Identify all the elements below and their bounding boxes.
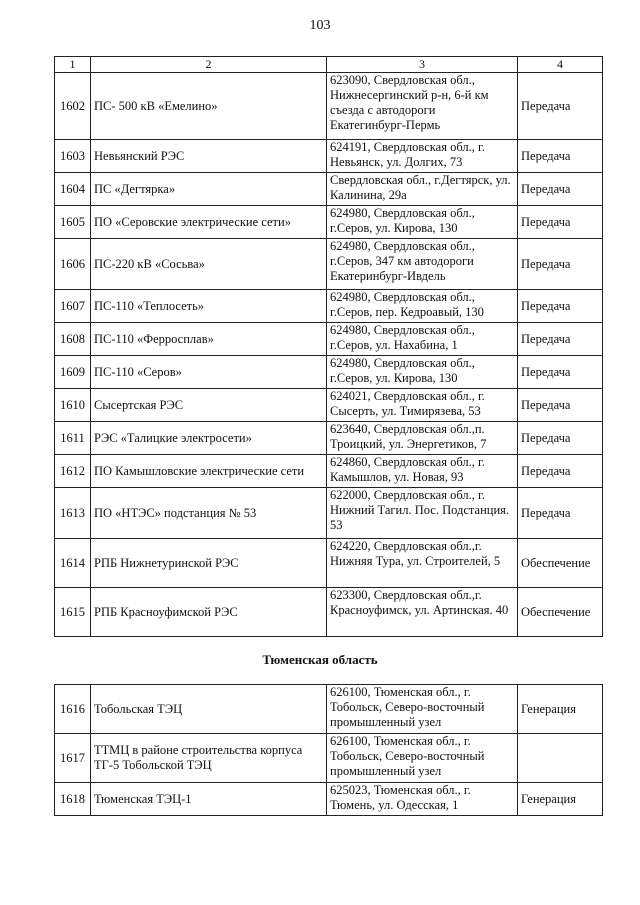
table-row bbox=[55, 206, 603, 239]
table-row bbox=[55, 539, 603, 588]
facility-address: 625023, Тюменская обл., г. Тюмень, ул. Одесская, 1 bbox=[327, 783, 518, 816]
facility-address: 623090, Свердловская обл., Нижнесергинский р-н, 6-й км съезда с автодороги Екатегинбург-Пермь bbox=[327, 73, 518, 140]
facility-name: РЭС «Талицкие электросети» bbox=[91, 422, 327, 455]
facility-address: 623300, Свердловская обл.,г. Красноуфимск, ул. Артинская. 40 bbox=[327, 588, 518, 637]
table-row bbox=[55, 734, 603, 783]
facility-address: 623640, Свердловская обл.,п. Троицкий, ул. Энергетиков, 7 bbox=[327, 422, 518, 455]
facility-name: ПО «НТЭС» подстанция № 53 bbox=[91, 488, 327, 539]
row-number: 1613 bbox=[55, 488, 91, 539]
facility-name: ПО «Серовские электрические сети» bbox=[91, 206, 327, 239]
facility-address: Свердловская обл., г.Дегтярск, ул. Калинина, 29а bbox=[327, 173, 518, 206]
row-number: 1614 bbox=[55, 539, 91, 588]
table-row bbox=[55, 140, 603, 173]
facility-address: 624980, Свердловская обл., г.Серов, ул. Кирова, 130 bbox=[327, 206, 518, 239]
row-number: 1615 bbox=[55, 588, 91, 637]
facility-address: 622000, Свердловская обл., г. Нижний Тагил. Пос. Подстанция. 53 bbox=[327, 488, 518, 539]
facility-type: Передача bbox=[518, 488, 603, 539]
facility-name: Тобольская ТЭЦ bbox=[91, 685, 327, 734]
row-number: 1610 bbox=[55, 389, 91, 422]
facility-type: Передача bbox=[518, 323, 603, 356]
facility-type: Генерация bbox=[518, 685, 603, 734]
header-col-1: 1 bbox=[55, 57, 91, 73]
header-col-2: 2 bbox=[91, 57, 327, 73]
row-number: 1609 bbox=[55, 356, 91, 389]
facility-name: ПС-110 «Теплосеть» bbox=[91, 290, 327, 323]
facility-name: ТТМЦ в районе строительства корпуса ТГ-5 Тобольской ТЭЦ bbox=[91, 734, 327, 783]
facility-name: Тюменская ТЭЦ-1 bbox=[91, 783, 327, 816]
facility-name: ПС «Дегтярка» bbox=[91, 173, 327, 206]
table-row bbox=[55, 488, 603, 539]
facility-type: Передача bbox=[518, 173, 603, 206]
facility-address: 626100, Тюменская обл., г. Тобольск, Северо-восточный промышленный узел bbox=[327, 685, 518, 734]
facility-address: 624980, Свердловская обл., г.Серов, пер. Кедроавый, 130 bbox=[327, 290, 518, 323]
table-row bbox=[55, 685, 603, 734]
header-col-4: 4 bbox=[518, 57, 603, 73]
section-title: Тюменская область bbox=[262, 652, 378, 667]
row-number: 1606 bbox=[55, 239, 91, 290]
table-row bbox=[55, 588, 603, 637]
table-row bbox=[55, 422, 603, 455]
facility-type bbox=[518, 734, 603, 783]
facility-address: 624980, Свердловская обл., г.Серов, 347 км автодороги Екатеринбург-Ивдель bbox=[327, 239, 518, 290]
facility-name: ПС-110 «Серов» bbox=[91, 356, 327, 389]
row-number: 1608 bbox=[55, 323, 91, 356]
facility-name: Невьянский РЭС bbox=[91, 140, 327, 173]
row-number: 1605 bbox=[55, 206, 91, 239]
facility-name: Сысертская РЭС bbox=[91, 389, 327, 422]
facility-name: ПО Камышловские электрические сети bbox=[91, 455, 327, 488]
facility-name: ПС-110 «Ферросплав» bbox=[91, 323, 327, 356]
row-number: 1602 bbox=[55, 73, 91, 140]
row-number: 1618 bbox=[55, 783, 91, 816]
row-number: 1617 bbox=[55, 734, 91, 783]
row-number: 1603 bbox=[55, 140, 91, 173]
facility-address: 624980, Свердловская обл., г.Серов, ул. Кирова, 130 bbox=[327, 356, 518, 389]
facility-address: 624980, Свердловская обл., г.Серов, ул. Нахабина, 1 bbox=[327, 323, 518, 356]
row-number: 1607 bbox=[55, 290, 91, 323]
table-row bbox=[55, 356, 603, 389]
facility-type: Обеспечение bbox=[518, 539, 603, 588]
row-number: 1612 bbox=[55, 455, 91, 488]
table-row bbox=[55, 290, 603, 323]
facility-type: Генерация bbox=[518, 783, 603, 816]
facility-address: 624220, Свердловская обл.,г. Нижняя Тура, ул. Строителей, 5 bbox=[327, 539, 518, 588]
facility-name: ПС-220 кВ «Сосьва» bbox=[91, 239, 327, 290]
facility-address: 624860, Свердловская обл., г. Камышлов, ул. Новая, 93 bbox=[327, 455, 518, 488]
facility-type: Передача bbox=[518, 422, 603, 455]
facility-address: 626100, Тюменская обл., г. Тобольск, Северо-восточный промышленный узел bbox=[327, 734, 518, 783]
table-row bbox=[55, 323, 603, 356]
facilities-table-tyumen bbox=[54, 684, 603, 816]
row-number: 1604 bbox=[55, 173, 91, 206]
facility-type: Передача bbox=[518, 239, 603, 290]
row-number: 1616 bbox=[55, 685, 91, 734]
table-row bbox=[55, 783, 603, 816]
table-header-row bbox=[55, 57, 603, 73]
table-row bbox=[55, 73, 603, 140]
table-row bbox=[55, 389, 603, 422]
facility-name: ПС- 500 кВ «Емелино» bbox=[91, 73, 327, 140]
facility-type: Передача bbox=[518, 389, 603, 422]
page-number: 103 bbox=[309, 18, 331, 33]
row-number: 1611 bbox=[55, 422, 91, 455]
header-col-3: 3 bbox=[327, 57, 518, 73]
facility-type: Передача bbox=[518, 73, 603, 140]
facility-type: Передача bbox=[518, 356, 603, 389]
facility-name: РПБ Нижнетуринской РЭС bbox=[91, 539, 327, 588]
table-row bbox=[55, 173, 603, 206]
facility-type: Передача bbox=[518, 206, 603, 239]
facilities-table-sverdlovsk bbox=[54, 56, 603, 637]
facility-address: 624191, Свердловская обл., г. Невьянск, ул. Долгих, 73 bbox=[327, 140, 518, 173]
facility-address: 624021, Свердловская обл., г. Сысерть, ул. Тимирязева, 53 bbox=[327, 389, 518, 422]
facility-type: Обеспечение bbox=[518, 588, 603, 637]
table-row bbox=[55, 455, 603, 488]
facility-type: Передача bbox=[518, 140, 603, 173]
facility-type: Передача bbox=[518, 290, 603, 323]
facility-name: РПБ Красноуфимской РЭС bbox=[91, 588, 327, 637]
facility-type: Передача bbox=[518, 455, 603, 488]
table-row bbox=[55, 239, 603, 290]
